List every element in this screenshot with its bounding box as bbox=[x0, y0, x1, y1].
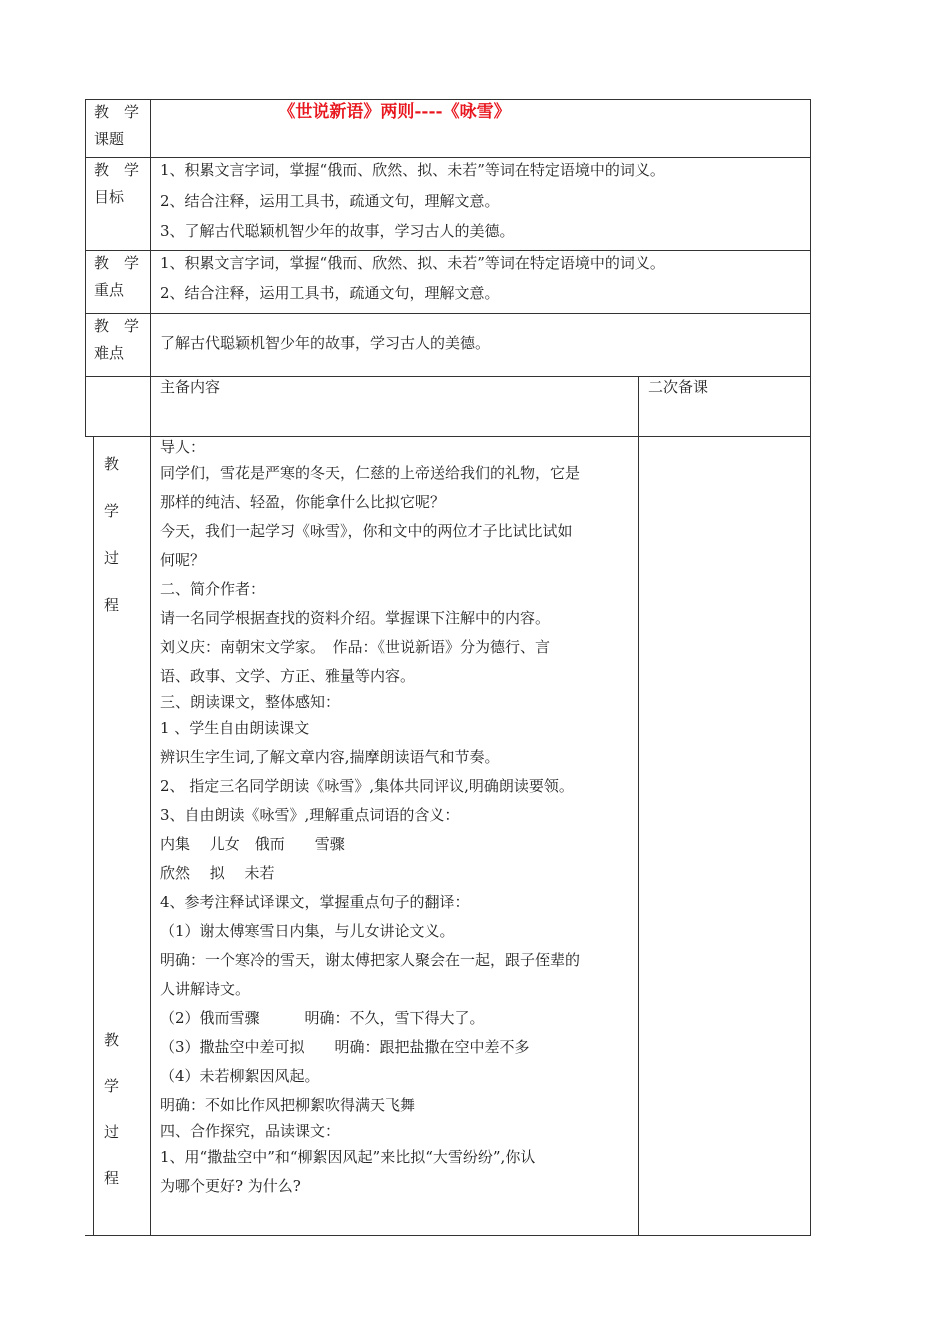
process-line: 何呢？ bbox=[160, 551, 206, 569]
topic-label bbox=[94, 102, 139, 149]
process-line: 同学们，雪花是严寒的冬天，仁慈的上帝送给我们的礼物，它是 bbox=[160, 464, 581, 482]
page-title: 《世说新语》两则----《咏雪》 bbox=[278, 102, 511, 122]
process-label-bottom bbox=[104, 1030, 119, 1188]
process-line: 为哪个更好? 为什么? bbox=[160, 1177, 301, 1195]
process-line: 二、简介作者： bbox=[160, 580, 266, 598]
label-line: 重点 bbox=[94, 281, 125, 299]
table-border bbox=[638, 376, 639, 1236]
label-line: 目标 bbox=[94, 188, 125, 206]
process-line: 四、合作探究，品读课文： bbox=[160, 1122, 341, 1140]
label-char: 教 bbox=[104, 1031, 120, 1049]
goal-item: 2、结合注释，运用工具书，疏通文句，理解文意。 bbox=[160, 192, 500, 210]
key-label bbox=[94, 253, 139, 300]
process-line: 明确：不如比作风把柳絮吹得满天飞舞 bbox=[160, 1096, 416, 1114]
process-line: 2、 指定三名同学朗读《咏雪》,集体共同评议,明确朗读要领。 bbox=[160, 777, 574, 795]
process-content bbox=[160, 437, 635, 1205]
process-line: 明确：一个寒冷的雪天，谢太傅把家人聚会在一起，跟子侄辈的 bbox=[160, 951, 581, 969]
label-char: 学 bbox=[104, 1077, 120, 1095]
label-char: 教 bbox=[104, 455, 120, 473]
table-border bbox=[85, 313, 811, 314]
key-point-item: 1、积累文言字词，掌握“俄而、欣然、拟、未若”等词在特定语境中的词义。 bbox=[160, 254, 665, 272]
secondary-prep-header: 二次备课 bbox=[648, 378, 709, 396]
table-border bbox=[85, 99, 86, 437]
process-line: 那样的纯洁、轻盈，你能拿什么比拟它呢？ bbox=[160, 493, 446, 511]
label-char: 程 bbox=[104, 596, 120, 614]
label-line: 课题 bbox=[94, 130, 125, 148]
process-line: 1、用“撒盐空中”和“柳絮因风起”来比拟“大雪纷纷”,你认 bbox=[160, 1148, 536, 1166]
process-line: 三、朗读课文，整体感知： bbox=[160, 693, 341, 711]
table-border bbox=[810, 99, 811, 1236]
process-line: （4）未若柳絮因风起。 bbox=[160, 1067, 320, 1085]
goal-item: 3、了解古代聪颖机智少年的故事，学习古人的美德。 bbox=[160, 222, 515, 240]
label-line: 教 学 bbox=[94, 254, 140, 272]
label-char: 程 bbox=[104, 1169, 120, 1187]
process-line: 辨识生字生词,了解文章内容,揣摩朗读语气和节奏。 bbox=[160, 748, 500, 766]
process-line: 人讲解诗文。 bbox=[160, 980, 251, 998]
table-border bbox=[85, 250, 811, 251]
process-line: 请一名同学根据查找的资料介绍。掌握课下注解中的内容。 bbox=[160, 609, 551, 627]
label-char: 学 bbox=[104, 502, 120, 520]
table-border bbox=[85, 1235, 811, 1236]
difficulty-label bbox=[94, 316, 139, 363]
table-border bbox=[150, 99, 151, 1236]
goal-item: 1、积累文言字词，掌握“俄而、欣然、拟、未若”等词在特定语境中的词义。 bbox=[160, 161, 665, 179]
goal-list bbox=[160, 160, 665, 241]
label-char: 过 bbox=[104, 1123, 120, 1141]
process-line: （3）撒盐空中差可拟 明确：跟把盐撒在空中差不多 bbox=[160, 1038, 530, 1056]
process-line: （2）俄而雪骤 明确：不久，雪下得大了。 bbox=[160, 1009, 485, 1027]
label-line: 教 学 bbox=[94, 161, 140, 179]
process-line: 3、自由朗读《咏雪》,理解重点词语的含义： bbox=[160, 806, 460, 824]
label-line: 教 学 bbox=[94, 317, 140, 335]
label-line: 难点 bbox=[94, 344, 125, 362]
process-line: 4、参考注释试译课文，掌握重点句子的翻译： bbox=[160, 893, 470, 911]
difficulty-text: 了解古代聪颖机智少年的故事，学习古人的美德。 bbox=[160, 334, 491, 352]
process-label-top bbox=[104, 454, 119, 615]
goal-label bbox=[94, 160, 139, 207]
process-line: 内集 儿女 俄而 雪骤 bbox=[160, 835, 345, 853]
label-char: 过 bbox=[104, 549, 120, 567]
key-point-item: 2、结合注释，运用工具书，疏通文句，理解文意。 bbox=[160, 284, 500, 302]
process-line: 语、政事、文学、方正、雅量等内容。 bbox=[160, 667, 416, 685]
process-line: （1）谢太傅寒雪日内集，与儿女讲论文义。 bbox=[160, 922, 455, 940]
process-line: 今天，我们一起学习《咏雪》，你和文中的两位才子比试比试如 bbox=[160, 522, 573, 540]
process-line: 欣然 拟 未若 bbox=[160, 864, 275, 882]
label-line: 教 学 bbox=[94, 103, 140, 121]
table-border bbox=[93, 436, 94, 1236]
key-point-list bbox=[160, 253, 665, 303]
process-line: 刘义庆：南朝宋文学家。 作品：《世说新语》分为德行、言 bbox=[160, 638, 551, 656]
process-line: 1 、学生自由朗读课文 bbox=[160, 719, 310, 737]
process-line: 导人： bbox=[160, 438, 206, 456]
main-content-header: 主备内容 bbox=[160, 378, 221, 396]
table-border bbox=[85, 157, 811, 158]
